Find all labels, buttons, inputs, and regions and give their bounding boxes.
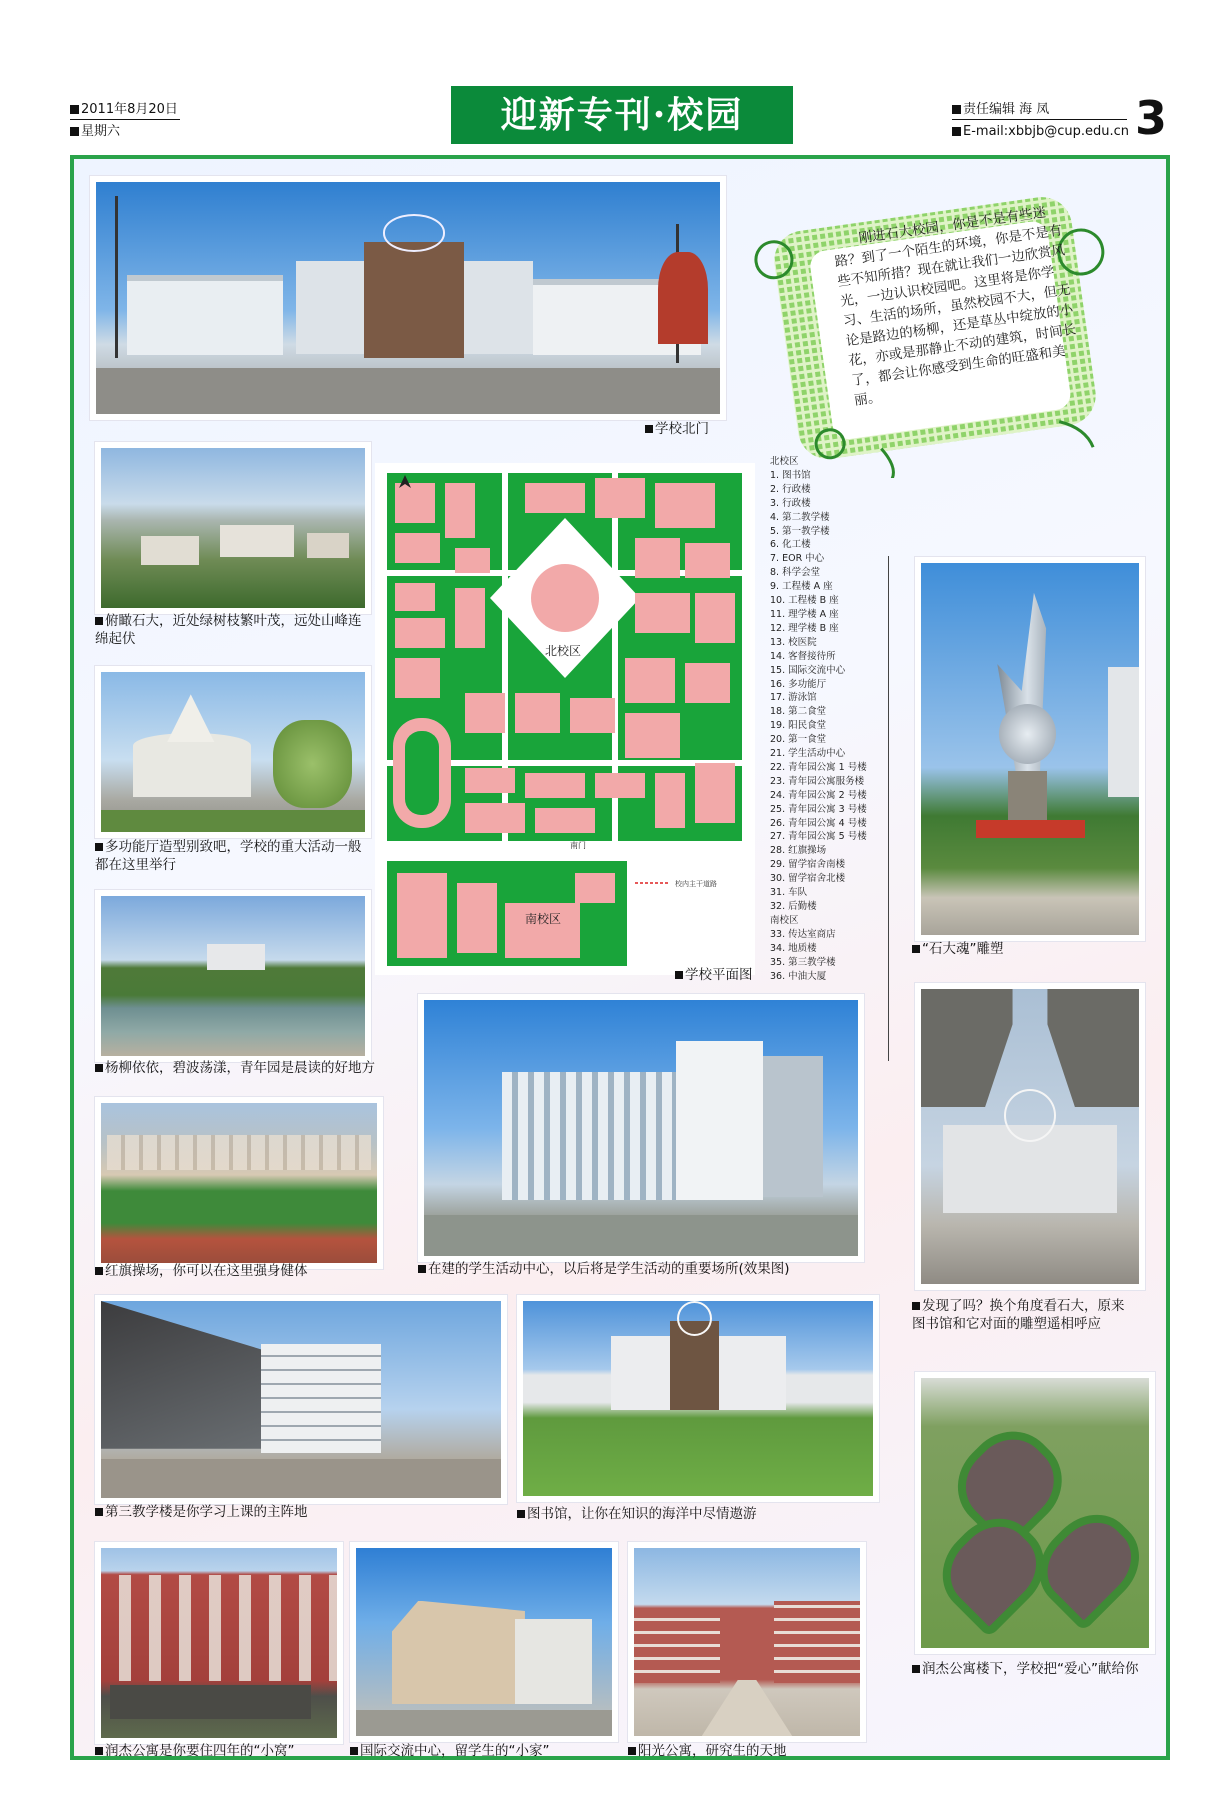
caption-yangguang: 阳光公寓，研究生的天地 [628, 1742, 787, 1760]
legend-item: 12. 理学楼 B 座 [770, 622, 839, 634]
legend-north-title: 北校区 [770, 456, 799, 467]
legend-item: 21. 学生活动中心 [770, 748, 846, 760]
photo-field [95, 1097, 383, 1269]
photo-hall [95, 666, 371, 838]
caption-activity-center: 在建的学生活动中心，以后将是学生活动的重要场所(效果图) [418, 1260, 858, 1278]
map-south-label: 南校区 [525, 912, 562, 926]
photo-heart-garden [915, 1372, 1155, 1654]
legend-item: 15. 国际交流中心 [770, 664, 846, 676]
legend-item: 23. 青年园公寓服务楼 [770, 775, 865, 787]
legend-item: 32. 后勤楼 [770, 901, 817, 912]
legend-item: 14. 客督接待所 [770, 650, 836, 662]
caption-north-gate: 学校北门 [645, 420, 709, 438]
legend-item: 2. 行政楼 [770, 483, 811, 495]
legend-south-title: 南校区 [770, 914, 799, 926]
legend-item: 24. 青年园公寓 2 号楼 [770, 789, 867, 801]
map-legend [770, 455, 880, 983]
map-road-label: 校内主干道路 [675, 880, 717, 888]
legend-item: 33. 传达室商店 [770, 928, 836, 940]
header-rule-left [70, 119, 180, 120]
page-number: 3 [1135, 91, 1168, 145]
caption-angle: 发现了吗？换个角度看石大，原来图书馆和它对面的雕塑遥相呼应 [912, 1298, 1125, 1332]
caption-sculpture: “石大魂”雕塑 [912, 940, 1004, 958]
legend-item: 22. 青年园公寓 1 号楼 [770, 761, 867, 773]
header-rule-right [952, 119, 1127, 120]
legend-item: 11. 理学楼 A 座 [770, 608, 839, 620]
legend-item: 13. 校医院 [770, 636, 817, 648]
legend-item: 19. 阳民食堂 [770, 720, 827, 732]
legend-item: 26. 青年园公寓 4 号楼 [770, 817, 867, 829]
legend-item: 7. EOR 中心 [770, 553, 825, 565]
column-divider [888, 556, 889, 1061]
photo-overlook [95, 442, 371, 614]
legend-item: 18. 第二食堂 [770, 706, 827, 718]
photo-north-gate [90, 176, 726, 420]
caption-field: 红旗操场，你可以在这里强身健体 [95, 1262, 308, 1280]
photo-runjie [95, 1542, 343, 1744]
legend-item: 16. 多功能厅 [770, 678, 827, 690]
map-north-label: 北校区 [545, 644, 582, 658]
photo-activity-center [418, 994, 864, 1262]
caption-heart-garden: 润杰公寓楼下，学校把“爱心”献给你 [912, 1660, 1142, 1678]
map-gate-label: 南门 [570, 841, 586, 850]
caption-teaching-3: 第三教学楼是你学习上课的主阵地 [95, 1503, 308, 1521]
issue-date: 2011年8月20日 [70, 101, 178, 119]
photo-pond [95, 890, 371, 1062]
caption-pond: 杨柳依依，碧波荡漾，青年园是晨读的好地方 [95, 1059, 395, 1077]
editor-email: E-mail:xbbjb@cup.edu.cn [952, 123, 1129, 141]
legend-item: 8. 科学会堂 [770, 567, 821, 579]
legend-item: 35. 第三教学楼 [770, 956, 836, 968]
caption-runjie: 润杰公寓是你要住四年的“小窝” [95, 1742, 295, 1760]
photo-sculpture [915, 557, 1145, 941]
caption-library: 图书馆，让你在知识的海洋中尽情遨游 [517, 1505, 757, 1523]
photo-yangguang [628, 1542, 866, 1742]
legend-item: 31. 车队 [770, 887, 808, 899]
caption-hall: 多功能厅造型别致吧，学校的重大活动一般都在这里举行 [95, 839, 362, 873]
legend-item: 29. 留学宿舍南楼 [770, 859, 846, 871]
photo-teaching-3 [95, 1295, 507, 1504]
legend-item: 10. 工程楼 B 座 [770, 595, 839, 607]
caption-map: 学校平面图 [675, 966, 753, 984]
legend-item: 17. 游泳馆 [770, 692, 817, 704]
legend-item: 6. 化工楼 [770, 539, 811, 551]
legend-item: 4. 第二教学楼 [770, 511, 830, 523]
caption-overlook: 俯瞰石大，近处绿树枝繁叶茂，远处山峰连绵起伏 [95, 613, 362, 647]
legend-item: 30. 留学宿舍北楼 [770, 873, 846, 885]
photo-intl-center [350, 1542, 618, 1742]
legend-item: 3. 行政楼 [770, 497, 811, 509]
legend-item: 25. 青年园公寓 3 号楼 [770, 803, 867, 815]
legend-item: 1. 图书馆 [770, 469, 811, 481]
legend-item: 9. 工程楼 A 座 [770, 581, 833, 593]
legend-north-list [770, 469, 880, 914]
legend-item: 27. 青年园公寓 5 号楼 [770, 831, 867, 843]
legend-item: 34. 地质楼 [770, 942, 817, 954]
legend-item: 20. 第一食堂 [770, 734, 827, 746]
editor-credit: 责任编辑 海 凤 [952, 101, 1049, 119]
issue-weekday: 星期六 [70, 123, 120, 141]
legend-south-list [770, 928, 880, 984]
page-title: 迎新专刊·校园 [451, 86, 793, 144]
photo-library [517, 1295, 879, 1502]
photo-angle [915, 983, 1145, 1290]
legend-item: 5. 第一教学楼 [770, 525, 830, 537]
legend-item: 36. 中油大厦 [770, 970, 827, 982]
intro-text: 刚进石大校园，你是不是有些迷路？到了一个陌生的环境，你是不是有些不知所措？现在就让我们一边欣赏风光，一边认识校园吧。这里将是你学习、生活的场所，虽然校园不大，但无论是路边的杨柳，还是草丛中绽放的小花，亦或是那静止不动的建筑，时间长了，都会让你感受到生命的旺盛和美丽。 [833, 204, 1078, 409]
caption-intl-center: 国际交流中心，留学生的“小家” [350, 1742, 550, 1760]
campus-map [375, 463, 755, 975]
legend-item: 28. 红旗操场 [770, 845, 827, 857]
